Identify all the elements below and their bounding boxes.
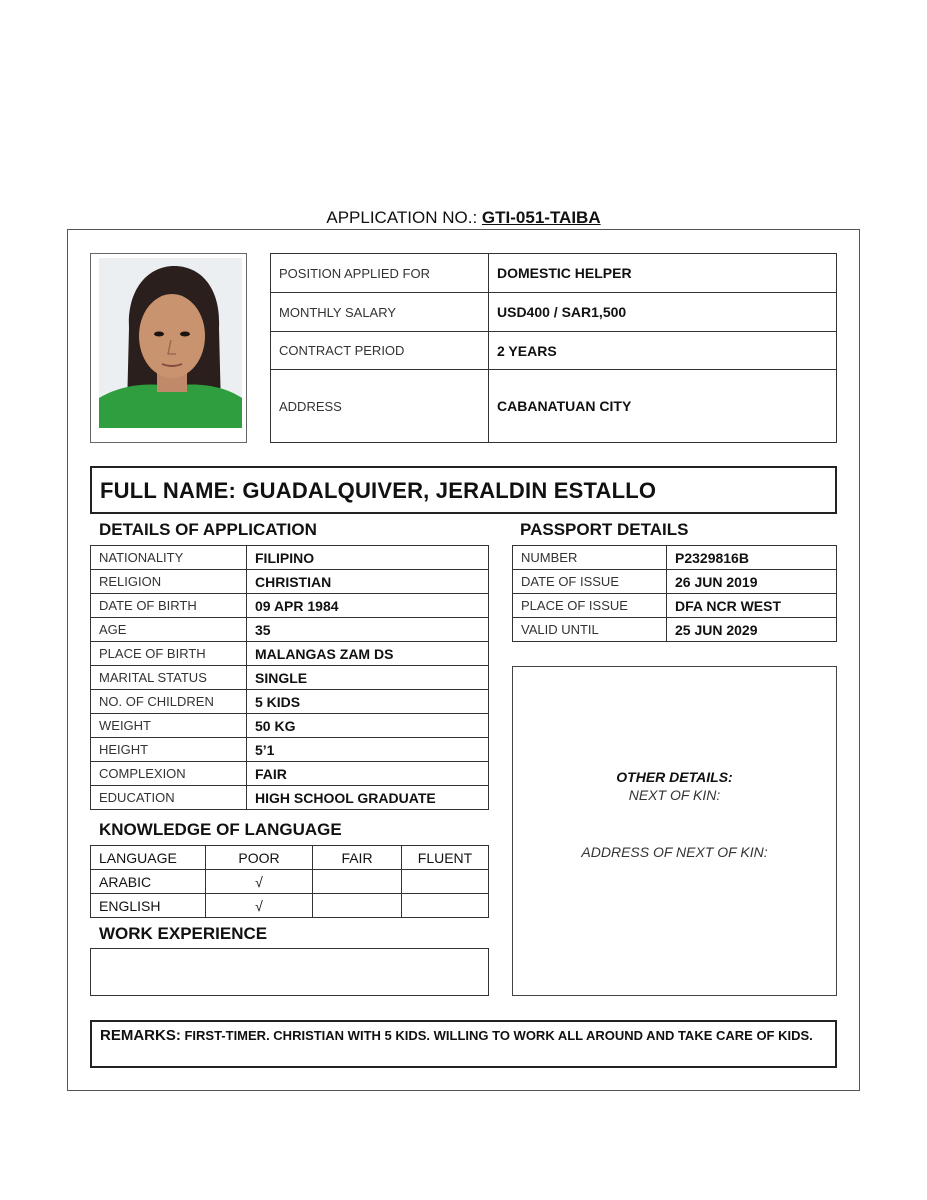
table-row — [271, 254, 837, 293]
application-number-value: GTI-051-TAIBA — [481, 208, 601, 227]
passport-label: NUMBER — [513, 546, 667, 570]
detail-label: WEIGHT — [91, 714, 247, 738]
other-details-title: OTHER DETAILS: — [616, 769, 733, 785]
table-row — [91, 594, 489, 618]
passport-label: VALID UNTIL — [513, 618, 667, 642]
language-cell — [313, 894, 402, 918]
language-cell — [402, 894, 489, 918]
table-row — [91, 618, 489, 642]
table-row — [91, 714, 489, 738]
detail-label: MARITAL STATUS — [91, 666, 247, 690]
detail-label: DATE OF BIRTH — [91, 594, 247, 618]
contract-value: 2 YEARS — [489, 332, 837, 370]
salary-value: USD400 / SAR1,500 — [489, 293, 837, 332]
table-row — [91, 666, 489, 690]
table-row — [513, 546, 837, 570]
table-row — [91, 738, 489, 762]
application-number — [0, 208, 927, 228]
passport-value: 25 JUN 2029 — [667, 618, 837, 642]
contract-label: CONTRACT PERIOD — [271, 332, 489, 370]
language-cell — [402, 870, 489, 894]
detail-value: SINGLE — [247, 666, 489, 690]
applicant-photo — [99, 258, 242, 428]
language-cell — [313, 870, 402, 894]
next-of-kin-label: NEXT OF KIN: — [628, 787, 721, 803]
detail-value: FAIR — [247, 762, 489, 786]
table-row — [91, 786, 489, 810]
language-name: ENGLISH — [91, 894, 206, 918]
detail-value: FILIPINO — [247, 546, 489, 570]
portrait-image — [99, 258, 242, 428]
detail-label: HEIGHT — [91, 738, 247, 762]
check-mark: √ — [206, 870, 313, 894]
column-header: FLUENT — [402, 846, 489, 870]
table-row — [91, 870, 489, 894]
other-details-box — [512, 666, 837, 996]
detail-label: NATIONALITY — [91, 546, 247, 570]
salary-label: MONTHLY SALARY — [271, 293, 489, 332]
address-next-of-kin-label: ADDRESS OF NEXT OF KIN: — [581, 844, 768, 860]
table-row — [91, 762, 489, 786]
detail-label: AGE — [91, 618, 247, 642]
table-row — [271, 370, 837, 443]
passport-value: P2329816B — [667, 546, 837, 570]
column-header: LANGUAGE — [91, 846, 206, 870]
detail-value: 5 KIDS — [247, 690, 489, 714]
position-value: DOMESTIC HELPER — [489, 254, 837, 293]
detail-value: 5’1 — [247, 738, 489, 762]
passport-value: 26 JUN 2019 — [667, 570, 837, 594]
detail-value: MALANGAS ZAM DS — [247, 642, 489, 666]
table-row — [91, 690, 489, 714]
passport-label: DATE OF ISSUE — [513, 570, 667, 594]
application-number-label: APPLICATION NO.: — [326, 208, 478, 227]
column-header: POOR — [206, 846, 313, 870]
address-label: ADDRESS — [271, 370, 489, 443]
remarks-text: FIRST-TIMER. CHRISTIAN WITH 5 KIDS. WILLING TO WORK ALL AROUND AND TAKE CARE OF KIDS. — [184, 1028, 813, 1043]
detail-label: PLACE OF BIRTH — [91, 642, 247, 666]
table-row — [91, 894, 489, 918]
language-heading: KNOWLEDGE OF LANGUAGE — [99, 820, 342, 839]
detail-value: 50 KG — [247, 714, 489, 738]
remarks-label: REMARKS: — [100, 1027, 181, 1044]
details-heading: DETAILS OF APPLICATION — [99, 520, 317, 539]
table-row — [91, 642, 489, 666]
table-row — [91, 546, 489, 570]
table-row — [91, 570, 489, 594]
address-value: CABANATUAN CITY — [489, 370, 837, 443]
passport-table — [512, 545, 837, 642]
table-row — [513, 618, 837, 642]
column-header: FAIR — [313, 846, 402, 870]
language-name: ARABIC — [91, 870, 206, 894]
detail-value: CHRISTIAN — [247, 570, 489, 594]
detail-label: RELIGION — [91, 570, 247, 594]
detail-value: 35 — [247, 618, 489, 642]
detail-label: EDUCATION — [91, 786, 247, 810]
passport-heading: PASSPORT DETAILS — [520, 520, 689, 539]
check-mark: √ — [206, 894, 313, 918]
language-table — [90, 845, 489, 918]
application-summary-table — [270, 253, 837, 443]
table-header-row — [91, 846, 489, 870]
table-row — [513, 570, 837, 594]
remarks-box — [90, 1020, 837, 1068]
detail-label: NO. OF CHILDREN — [91, 690, 247, 714]
detail-label: COMPLEXION — [91, 762, 247, 786]
table-row — [513, 594, 837, 618]
table-row — [271, 332, 837, 370]
work-experience-heading: WORK EXPERIENCE — [99, 924, 268, 943]
full-name: FULL NAME: GUADALQUIVER, JERALDIN ESTALLO — [90, 466, 837, 514]
table-row — [271, 293, 837, 332]
detail-value: HIGH SCHOOL GRADUATE — [247, 786, 489, 810]
work-experience-box — [90, 948, 489, 996]
applicant-photo-frame — [90, 253, 247, 443]
detail-value: 09 APR 1984 — [247, 594, 489, 618]
details-table — [90, 545, 489, 810]
passport-value: DFA NCR WEST — [667, 594, 837, 618]
position-label: POSITION APPLIED FOR — [271, 254, 489, 293]
passport-label: PLACE OF ISSUE — [513, 594, 667, 618]
